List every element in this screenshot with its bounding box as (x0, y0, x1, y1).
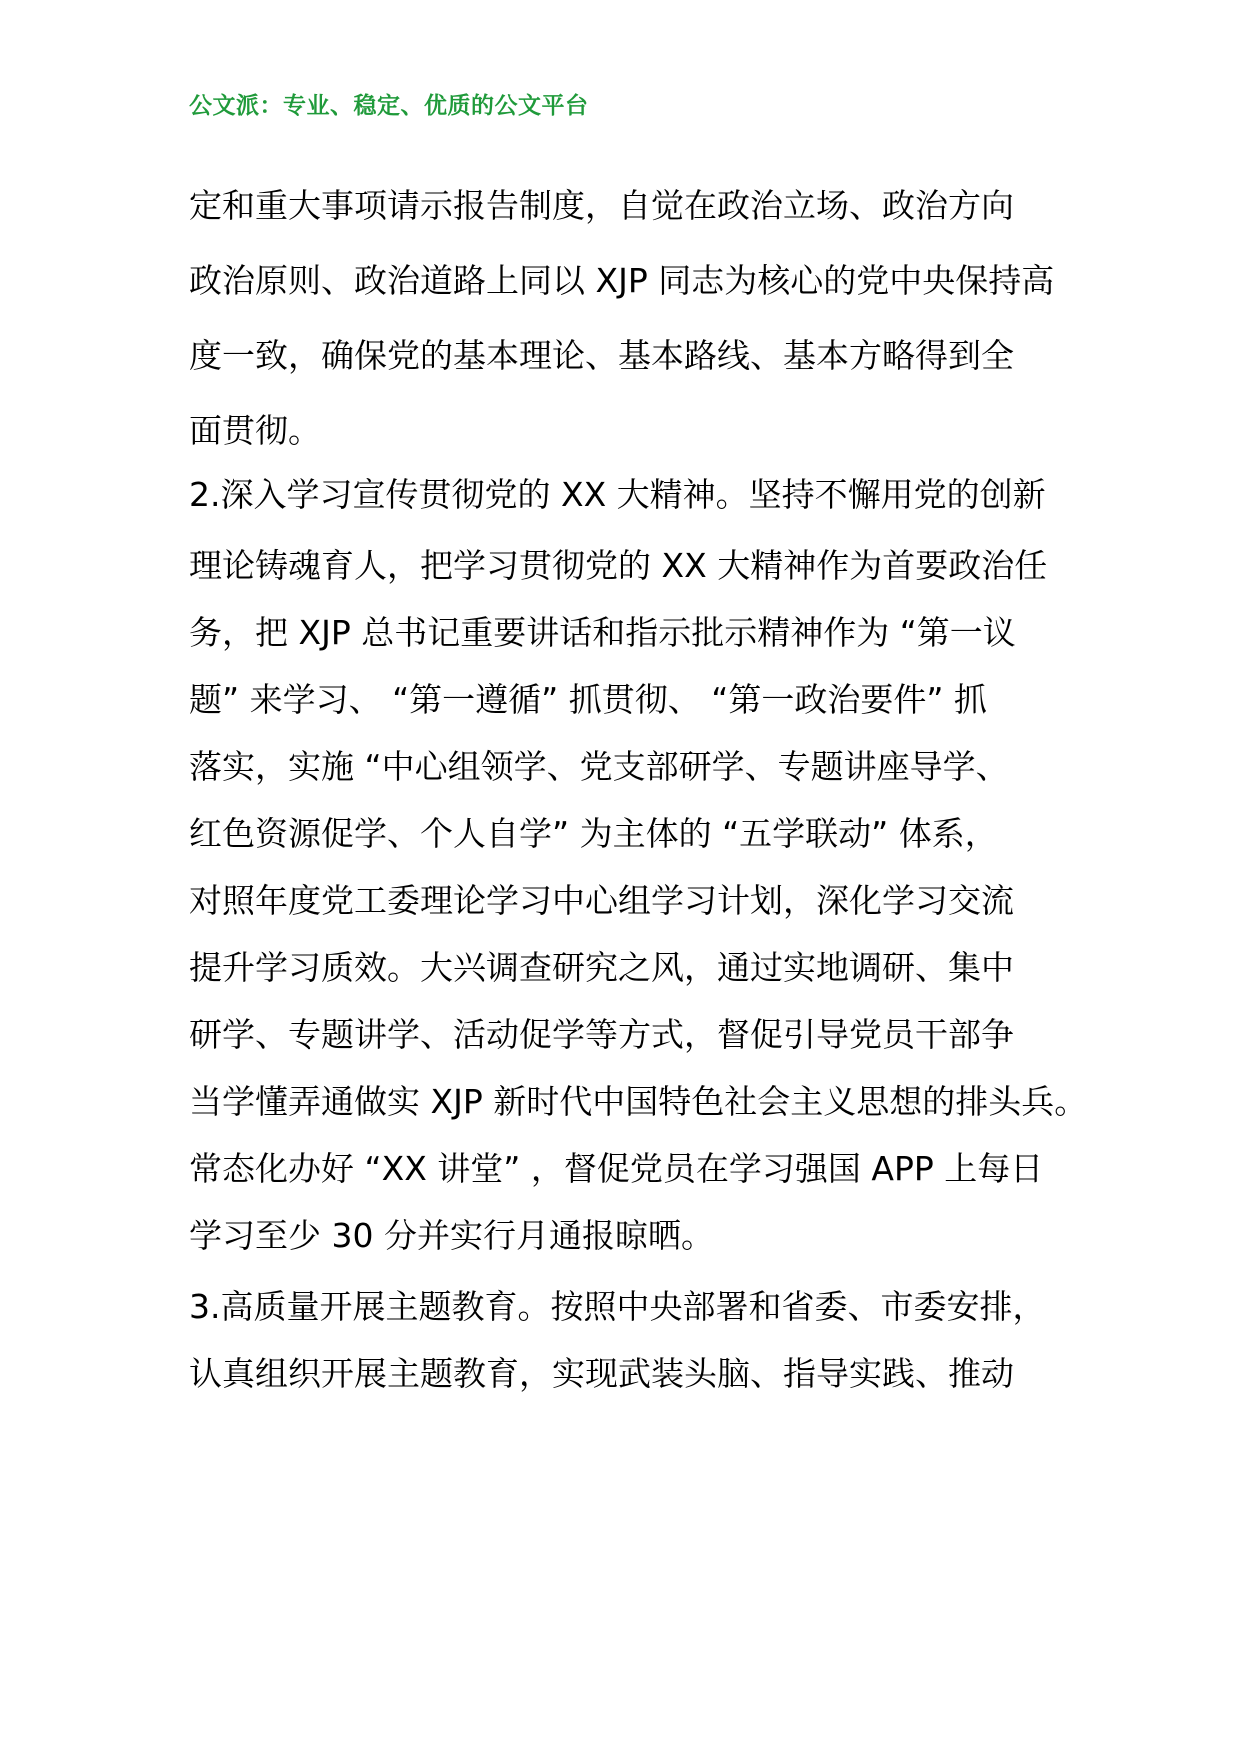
paragraph-3 (189, 1273, 1069, 1407)
text-line: 研学、专题讲学、活动促学等方式，督促引导党员干部争 (189, 1015, 1014, 1054)
text-line: 红色资源促学、个人自学” 为主体的 “五学联动” 体系， (189, 814, 998, 853)
text-line: 当学懂弄通做实 XJP 新时代中国特色社会主义思想的排头兵。 (189, 1082, 1088, 1121)
paragraph-1 (189, 168, 1069, 468)
text-line: 对照年度党工委理论学习中心组学习计划，深化学习交流 (189, 881, 1014, 920)
text-line: 政治原则、政治道路上同以 XJP 同志为核心的党中央保持高 (189, 261, 1055, 300)
text-line: 落实，实施 “中心组领学、党支部研学、专题讲座导学、 (189, 747, 1009, 786)
text-line: 理论铸魂育人，把学习贯彻党的 XX 大精神作为首要政治任 (189, 546, 1048, 585)
document-body (189, 168, 1088, 1407)
text-line: 提升学习质效。大兴调查研究之风，通过实地调研、集中 (189, 948, 1014, 987)
text-line: 务，把 XJP 总书记重要讲话和指示批示精神作为 “第一议 (189, 613, 1016, 652)
text-line: 2.深入学习宣传贯彻党的 XX 大精神。坚持不懈用党的创新 (189, 475, 1046, 514)
text-line: 常态化办好 “XX 讲堂” ，督促党员在学习强国 APP 上每日 (189, 1149, 1044, 1188)
text-line: 度一致，确保党的基本理论、基本路线、基本方略得到全 (189, 336, 1014, 375)
text-line: 3.高质量开展主题教育。按照中央部署和省委、市委安排， (189, 1287, 1046, 1326)
text-line: 学习至少 30 分并实行月通报晾晒。 (189, 1216, 714, 1255)
text-line: 定和重大事项请示报告制度，自觉在政治立场、政治方向 (189, 186, 1014, 225)
paragraph-2 (189, 457, 1088, 1269)
text-line: 题” 来学习、 “第一遵循” 抓贯彻、 “第一政治要件” 抓 (189, 680, 987, 719)
text-line: 认真组织开展主题教育，实现武装头脑、指导实践、推动 (189, 1354, 1014, 1393)
text-line: 面贯彻。 (189, 411, 321, 450)
page-header: 公文派：专业、稳定、优质的公文平台 (189, 93, 589, 119)
